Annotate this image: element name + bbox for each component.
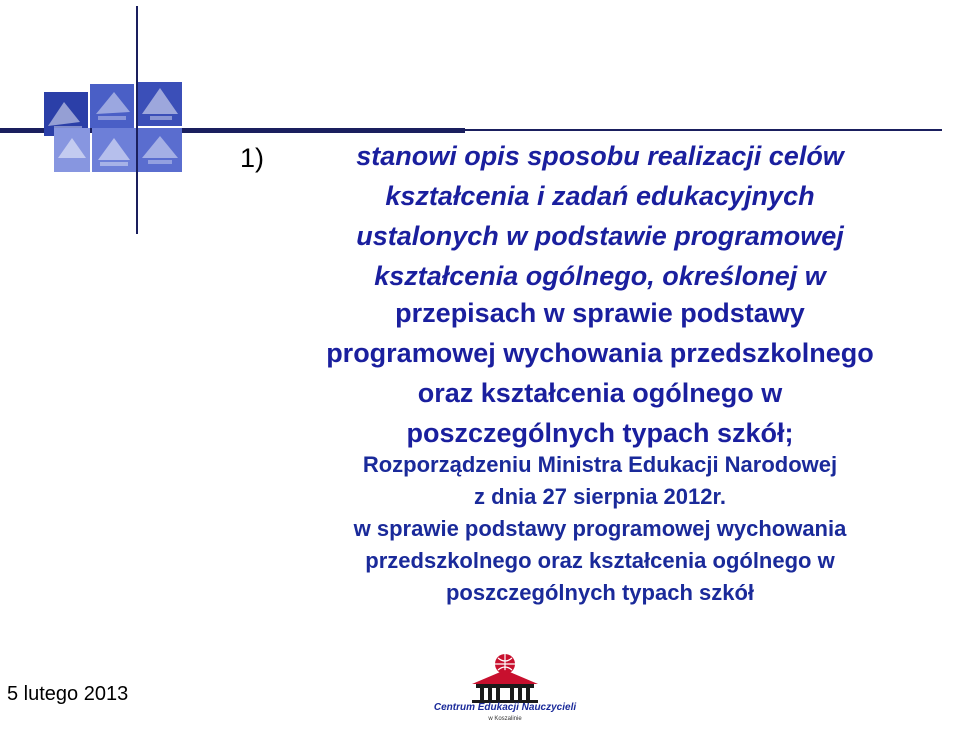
text-line: przepisach w sprawie podstawy (395, 298, 805, 328)
decorative-tile (92, 128, 136, 172)
text-line: poszczególnych typach szkół (445, 580, 755, 605)
logo-text: Centrum Edukacji Nauczycieli (433, 702, 577, 713)
text-line: stanowi opis sposobu realizacji celów (356, 141, 844, 171)
decorative-tile (138, 82, 182, 126)
decorative-tile (90, 84, 134, 128)
list-item-text (240, 293, 960, 453)
text-line: kształcenia ogólnego, określonej w (374, 261, 826, 291)
text-line: przedszkolnego oraz kształcenia ogólnego w (365, 548, 835, 573)
text-line: oraz kształcenia ogólnego w (417, 378, 783, 408)
logo (430, 648, 580, 730)
text-line: z dnia 27 sierpnia 2012r. (474, 484, 726, 509)
text-line: programowej wychowania przedszkolnego (326, 338, 874, 368)
footer-date: 5 lutego 2013 (7, 683, 129, 705)
decorative-tile (138, 128, 182, 172)
building-icon (430, 648, 580, 704)
text-line: ustalonych w podstawie programowej (356, 221, 844, 251)
text-line: kształcenia i zadań edukacyjnych (385, 181, 815, 211)
regulation-citation (240, 449, 960, 609)
logo-subtext: w Koszalinie (488, 716, 522, 722)
text-line: w sprawie podstawy programowej wychowania (353, 516, 847, 541)
text-line: poszczególnych typach szkół; (406, 418, 794, 448)
text-line: Rozporządzeniu Ministra Edukacji Narodowej (362, 452, 838, 477)
decorative-tile (54, 128, 90, 172)
list-item-italic-text (240, 136, 960, 296)
list-marker: 1) (240, 143, 265, 173)
